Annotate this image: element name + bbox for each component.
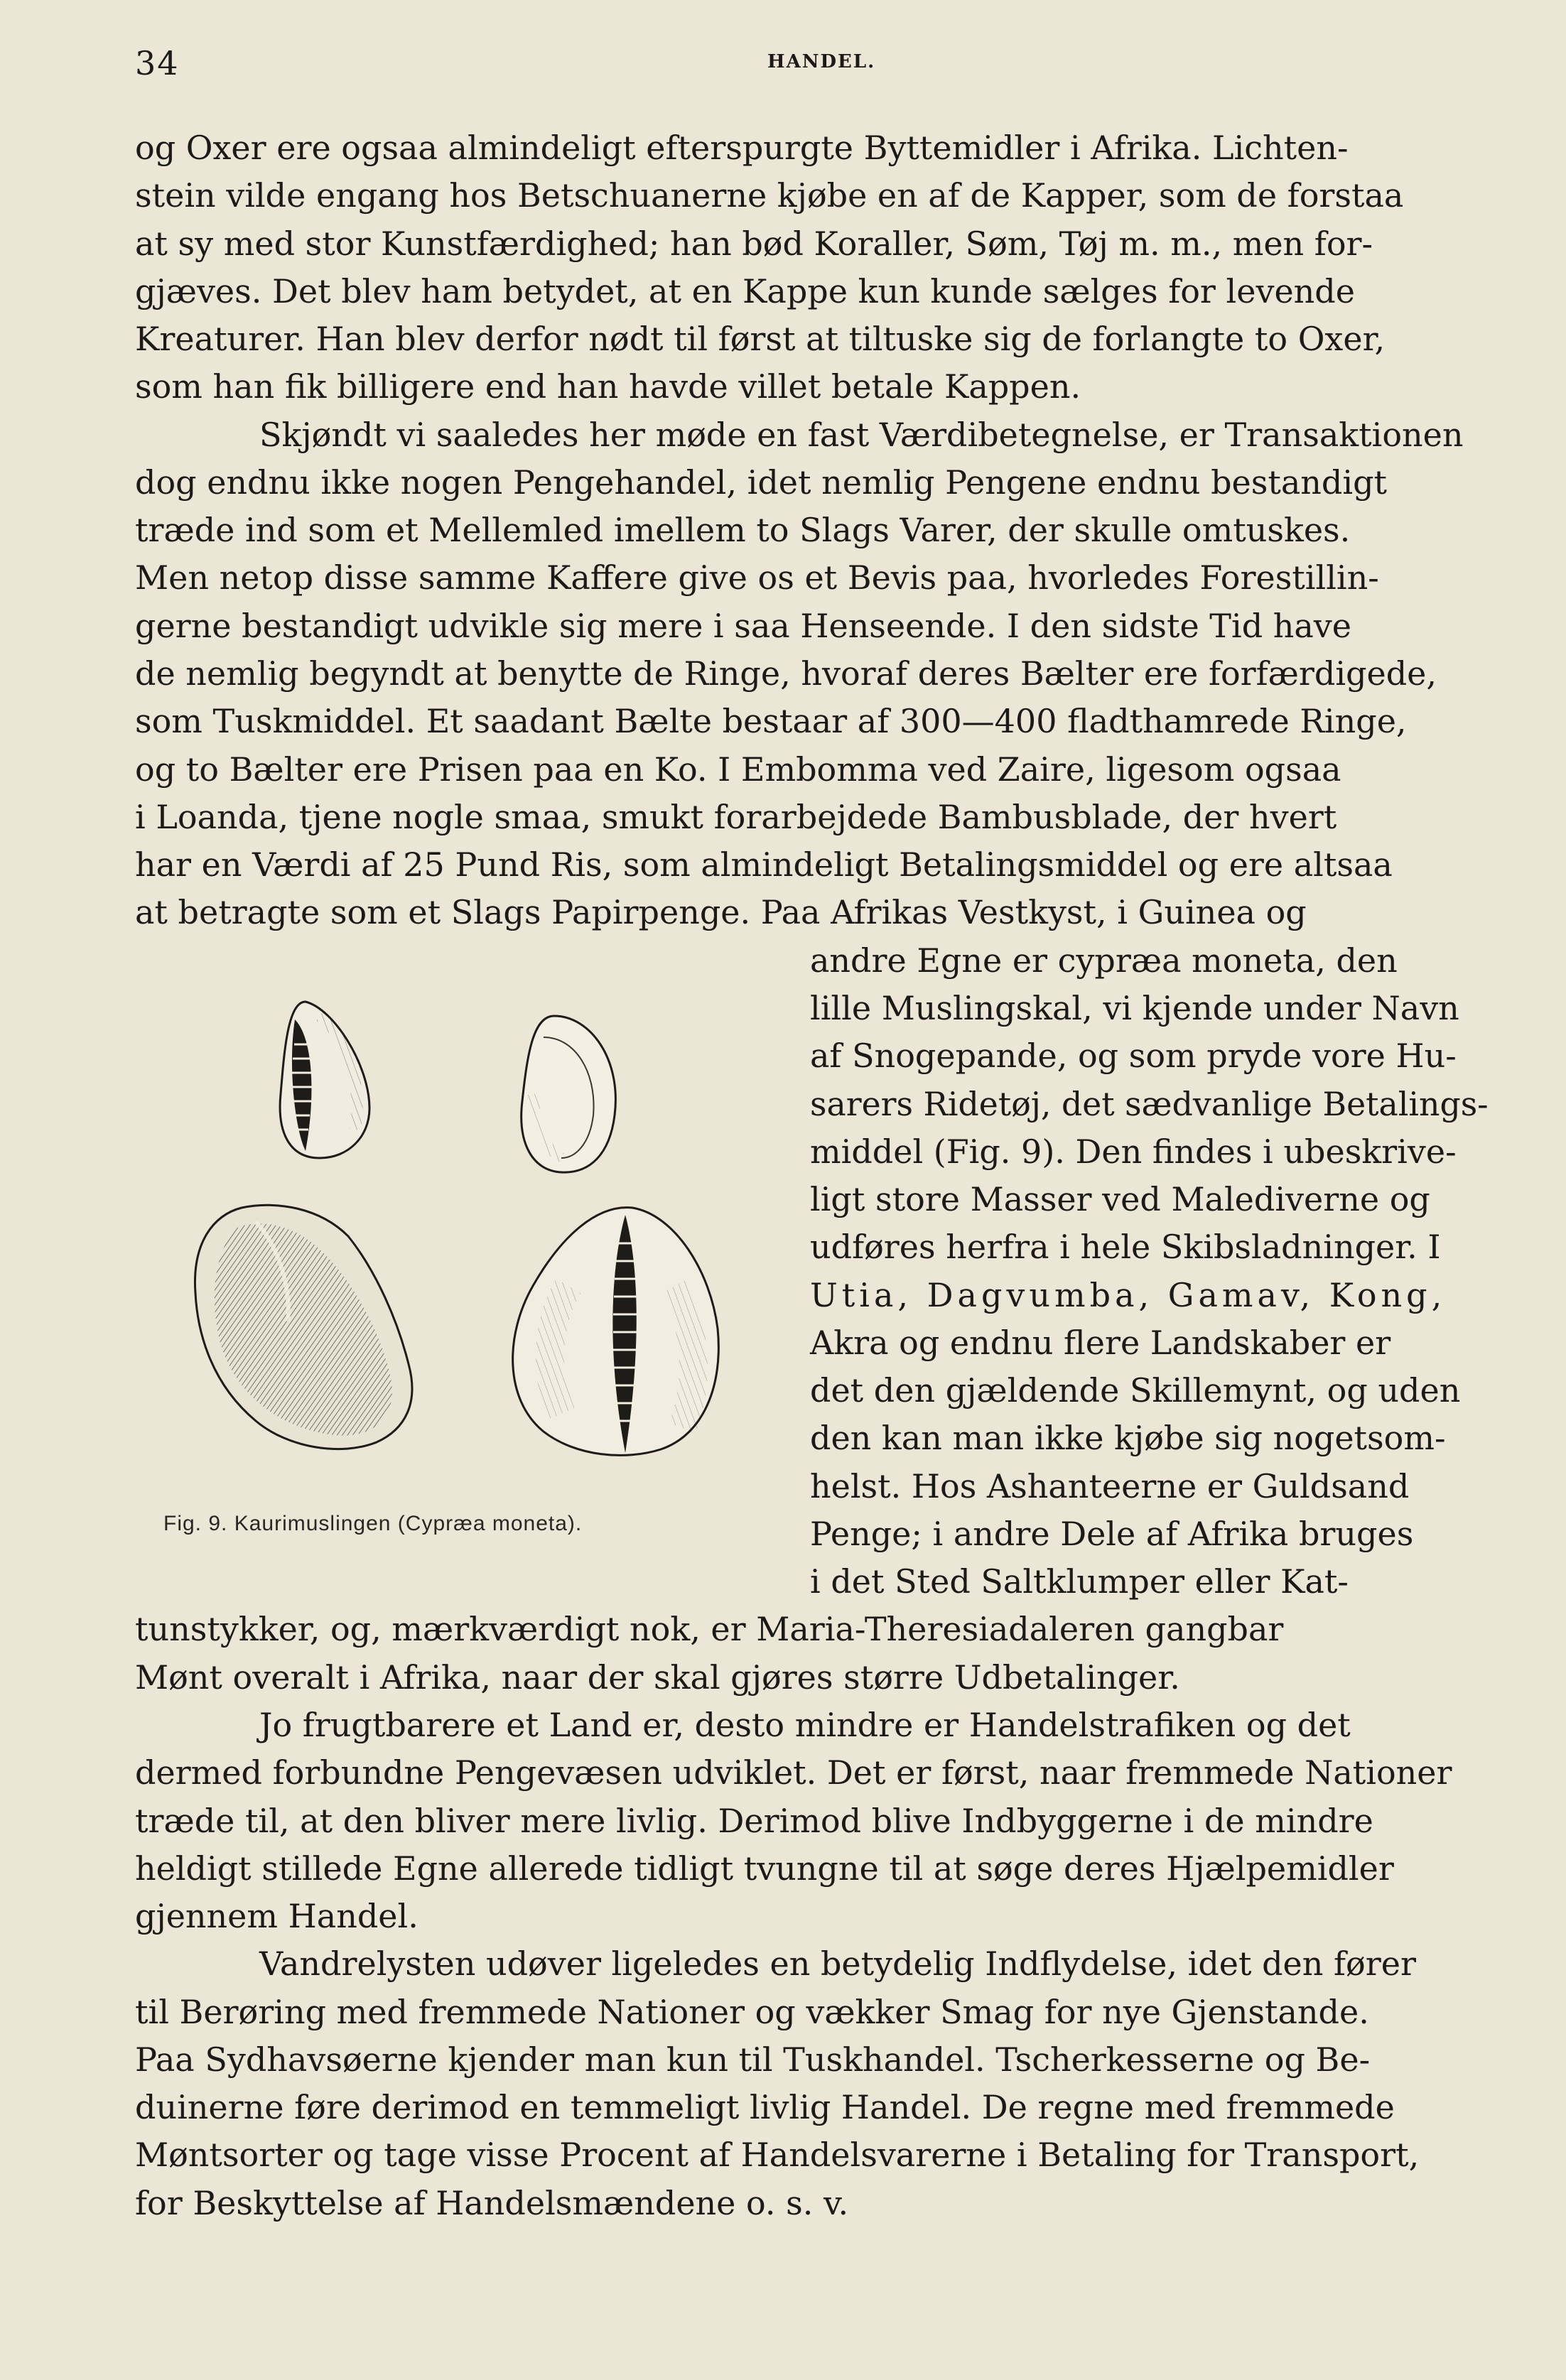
text-line: og Oxer ere ogsaa almindeligt efterspurgte Byttemidler i Afrika. Lichten-	[135, 129, 1349, 167]
text-line: lille Muslingskal, vi kjende under Navn	[810, 989, 1459, 1027]
text-line: Jo frugtbarere et Land er, desto mindre er Handelstrafiken og det	[259, 1706, 1351, 1744]
text-line: det den gjældende Skillemynt, og uden	[810, 1371, 1461, 1410]
small-shell-underside	[280, 1002, 369, 1158]
text-line: dermed forbundne Pengevæsen udviklet. Det er først, naar fremmede Nationer	[135, 1753, 1452, 1792]
text-line: gjennem Handel.	[135, 1897, 418, 1935]
text-line: træde til, at den bliver mere livlig. Derimod blive Indbyggerne i de mindre	[135, 1802, 1373, 1840]
text-line: den kan man ikke kjøbe sig nogetsom-	[810, 1419, 1446, 1457]
text-line: Kreaturer. Han blev derfor nødt til først at tiltuske sig de forlangte to Oxer,	[135, 320, 1386, 358]
text-line: Men netop disse samme Kaffere give os et Bevis paa, hvorledes Forestillin-	[135, 558, 1379, 597]
text-line: gjæves. Det blev ham betydet, at en Kappe kun kunde sælges for levende	[135, 272, 1355, 310]
text-line: ligt store Masser ved Malediverne og	[810, 1180, 1430, 1218]
text-line: har en Værdi af 25 Pund Ris, som almindeligt Betalingsmiddel og ere altsaa	[135, 845, 1393, 884]
figure-cowrie-shells	[135, 988, 774, 1570]
running-head: HANDEL.	[767, 51, 876, 72]
text-line: Skjøndt vi saaledes her møde en fast Værdibetegnelse, er Transaktionen	[259, 416, 1464, 454]
text-line: andre Egne er cypræa moneta, den	[810, 941, 1398, 980]
page-header	[135, 44, 1489, 94]
text-line: sarers Ridetøj, det sædvanlige Betalings-	[810, 1085, 1489, 1123]
text-line: til Berøring med fremmede Nationer og vækker Smag for nye Gjenstande.	[135, 1993, 1369, 2031]
cowrie-illustration	[135, 988, 774, 1513]
text-line: dog endnu ikke nogen Pengehandel, idet nemlig Pengene endnu bestandigt	[135, 463, 1388, 502]
text-line: Mønt overalt i Afrika, naar der skal gjøres større Udbetalinger.	[135, 1658, 1180, 1697]
text-line: helst. Hos Ashanteerne er Guldsand	[810, 1467, 1410, 1505]
text-line: Utia, Dagvumba, Gamav, Kong,	[810, 1276, 1447, 1314]
text-line: som Tuskmiddel. Et saadant Bælte bestaar af 300—400 fladthamrede Ringe,	[135, 702, 1407, 740]
text-line: middel (Fig. 9). Den findes i ubeskrive-	[810, 1132, 1457, 1171]
text-line: at betragte som et Slags Papirpenge. Paa Afrikas Vestkyst, i Guinea og	[135, 893, 1307, 931]
figure-caption: Fig. 9. Kaurimuslingen (Cypræa moneta).	[163, 1512, 583, 1535]
text-line: duinerne føre derimod en temmeligt livlig Handel. De regne med fremmede	[135, 2088, 1395, 2126]
text-line: Paa Sydhavsøerne kjender man kun til Tuskhandel. Tscherkesserne og Be-	[135, 2040, 1371, 2079]
text-line: Penge; i andre Dele af Afrika bruges	[810, 1515, 1414, 1553]
text-line: Møntsorter og tage visse Procent af Handelsvarerne i Betaling for Transport,	[135, 2136, 1420, 2174]
text-line: heldigt stillede Egne allerede tidligt tvungne til at søge deres Hjælpemidler	[135, 1849, 1394, 1888]
text-line: som han fik billigere end han havde villet betale Kappen.	[135, 367, 1081, 406]
text-line: tunstykker, og, mærkværdigt nok, er Maria-Theresiadaleren gangbar	[135, 1610, 1284, 1648]
text-line: gerne bestandigt udvikle sig mere i saa Henseende. I den sidste Tid have	[135, 607, 1352, 645]
small-shell-top	[522, 1016, 616, 1172]
text-line: træde ind som et Mellemled imellem to Slags Varer, der skulle omtuskes.	[135, 511, 1351, 549]
text-line: i det Sted Saltklumper eller Kat-	[810, 1562, 1349, 1601]
text-line: Akra og endnu flere Landskaber er	[810, 1324, 1391, 1362]
text-line: Vandrelysten udøver ligeledes en betydelig Indflydelse, idet den fører	[259, 1944, 1416, 1983]
text-line: for Beskyttelse af Handelsmændene o. s. v.	[135, 2184, 849, 2222]
text-line: af Snogepande, og som pryde vore Hu-	[810, 1037, 1457, 1075]
text-line: at sy med stor Kunstfærdighed; han bød Koraller, Søm, Tøj m. m., men for-	[135, 225, 1373, 263]
text-line: de nemlig begyndt at benytte de Ringe, hvoraf deres Bælter ere forfærdigede,	[135, 654, 1437, 693]
large-shell-back	[195, 1205, 412, 1449]
text-line: udføres herfra i hele Skibsladninger. I	[810, 1228, 1441, 1266]
text-line: og to Bælter ere Prisen paa en Ko. I Embomma ved Zaire, ligesom ogsaa	[135, 750, 1341, 789]
text-line: stein vilde engang hos Betschuanerne kjøbe en af de Kapper, som de forstaa	[135, 176, 1404, 215]
text-line: i Loanda, tjene nogle smaa, smukt forarbejdede Bambusblade, der hvert	[135, 798, 1337, 836]
page-number: 34	[135, 44, 180, 82]
large-shell-underside	[513, 1208, 719, 1456]
